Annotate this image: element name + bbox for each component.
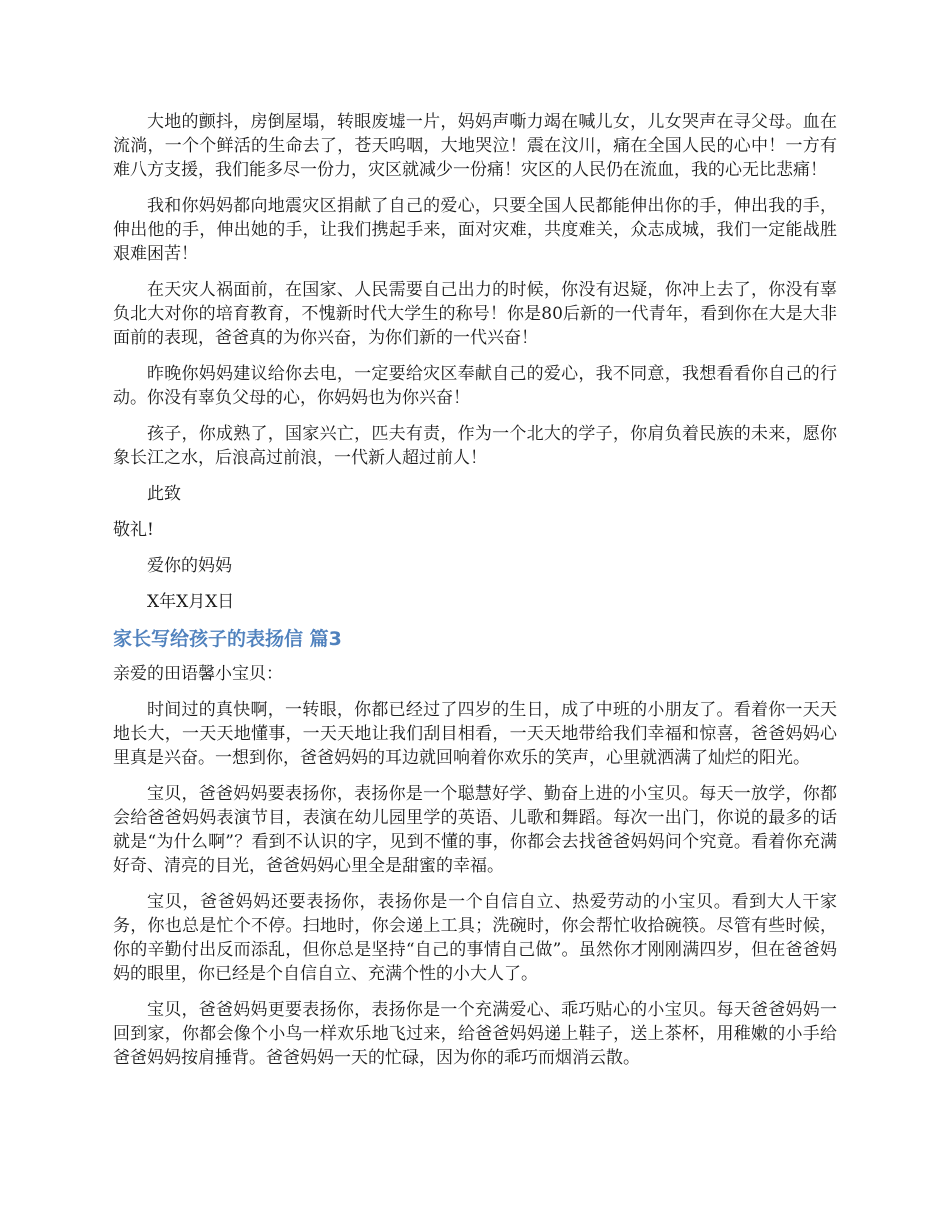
paragraph: 宝贝，爸爸妈妈要表扬你，表扬你是一个聪慧好学、勤奋上进的小宝贝。每天一放学，你都会给爸爸妈妈表演节目，表演在幼儿园里学的英语、儿歌和舞蹈。每次一出门，你说的最多的话就是“为什么啊”？看到不认识的字，见到不懂的事，你都会去找爸爸妈妈问个究竟。看着你充满好奇、清亮的目光，爸爸妈妈心里全是甜蜜的幸福。 <box>113 784 837 876</box>
letter-greeting: 亲爱的田语馨小宝贝： <box>113 664 283 684</box>
section-heading: 家长写给孩子的表扬信 篇3 <box>113 628 342 650</box>
letter-signature: 爱你的妈妈 <box>147 556 232 576</box>
letter-salute: 敬礼! <box>113 520 154 540</box>
paragraph: 宝贝，爸爸妈妈更要表扬你，表扬你是一个充满爱心、乖巧贴心的小宝贝。每天爸爸妈妈一回到家，你都会像个小鸟一样欢乐地飞过来，给爸爸妈妈递上鞋子，送上茶杯，用稚嫩的小手给爸爸妈妈按肩捶背。爸爸妈妈一天的忙碌，因为你的乖巧而烟消云散。 <box>113 1000 837 1068</box>
paragraph: 大地的颤抖，房倒屋塌，转眼废墟一片，妈妈声嘶力竭在喊儿女，儿女哭声在寻父母。血在流淌，一个个鲜活的生命去了，苍天呜咽，大地哭泣！震在汶川，痛在全国人民的心中！一方有难八方支援，我们能多尽一份力，灾区就减少一份痛！灾区的人民仍在流血，我的心无比悲痛！ <box>113 112 837 180</box>
letter-closing: 此致 <box>147 484 181 504</box>
paragraph: 时间过的真快啊，一转眼，你都已经过了四岁的生日，成了中班的小朋友了。看着你一天天地长大，一天天地懂事，一天天地让我们刮目相看，一天天地带给我们幸福和惊喜，爸爸妈妈心里真是兴奋。一想到你，爸爸妈妈的耳边就回响着你欢乐的笑声，心里就洒满了灿烂的阳光。 <box>113 700 837 768</box>
paragraph: 我和你妈妈都向地震灾区捐献了自己的爱心，只要全国人民都能伸出你的手，伸出我的手，伸出他的手，伸出她的手，让我们携起手来，面对灾难，共度难关，众志成城，我们一定能战胜艰难困苦！ <box>113 196 837 264</box>
paragraph: 在天灾人祸面前，在国家、人民需要自己出力的时候，你没有迟疑，你冲上去了，你没有辜负北大对你的培育教育，不愧新时代大学生的称号！你是80后新的一代青年，看到你在大是大非面前的表现，爸爸真的为你兴奋，为你们新的一代兴奋！ <box>113 280 837 348</box>
paragraph: 宝贝，爸爸妈妈还要表扬你，表扬你是一个自信自立、热爱劳动的小宝贝。看到大人干家务，你也总是忙个不停。扫地时，你会递上工具；洗碗时，你会帮忙收拾碗筷。尽管有些时候，你的辛勤付出反而添乱，但你总是坚持“自己的事情自己做”。虽然你才刚刚满四岁，但在爸爸妈妈的眼里，你已经是个自信自立、充满个性的小大人了。 <box>113 892 837 984</box>
paragraph: 孩子，你成熟了，国家兴亡，匹夫有责，作为一个北大的学子，你肩负着民族的未来，愿你象长江之水，后浪高过前浪，一代新人超过前人！ <box>113 424 837 468</box>
letter-date: X年X月X日 <box>147 592 235 612</box>
paragraph: 昨晚你妈妈建议给你去电，一定要给灾区奉献自己的爱心，我不同意，我想看看你自己的行动。你没有辜负父母的心，你妈妈也为你兴奋！ <box>113 364 837 408</box>
